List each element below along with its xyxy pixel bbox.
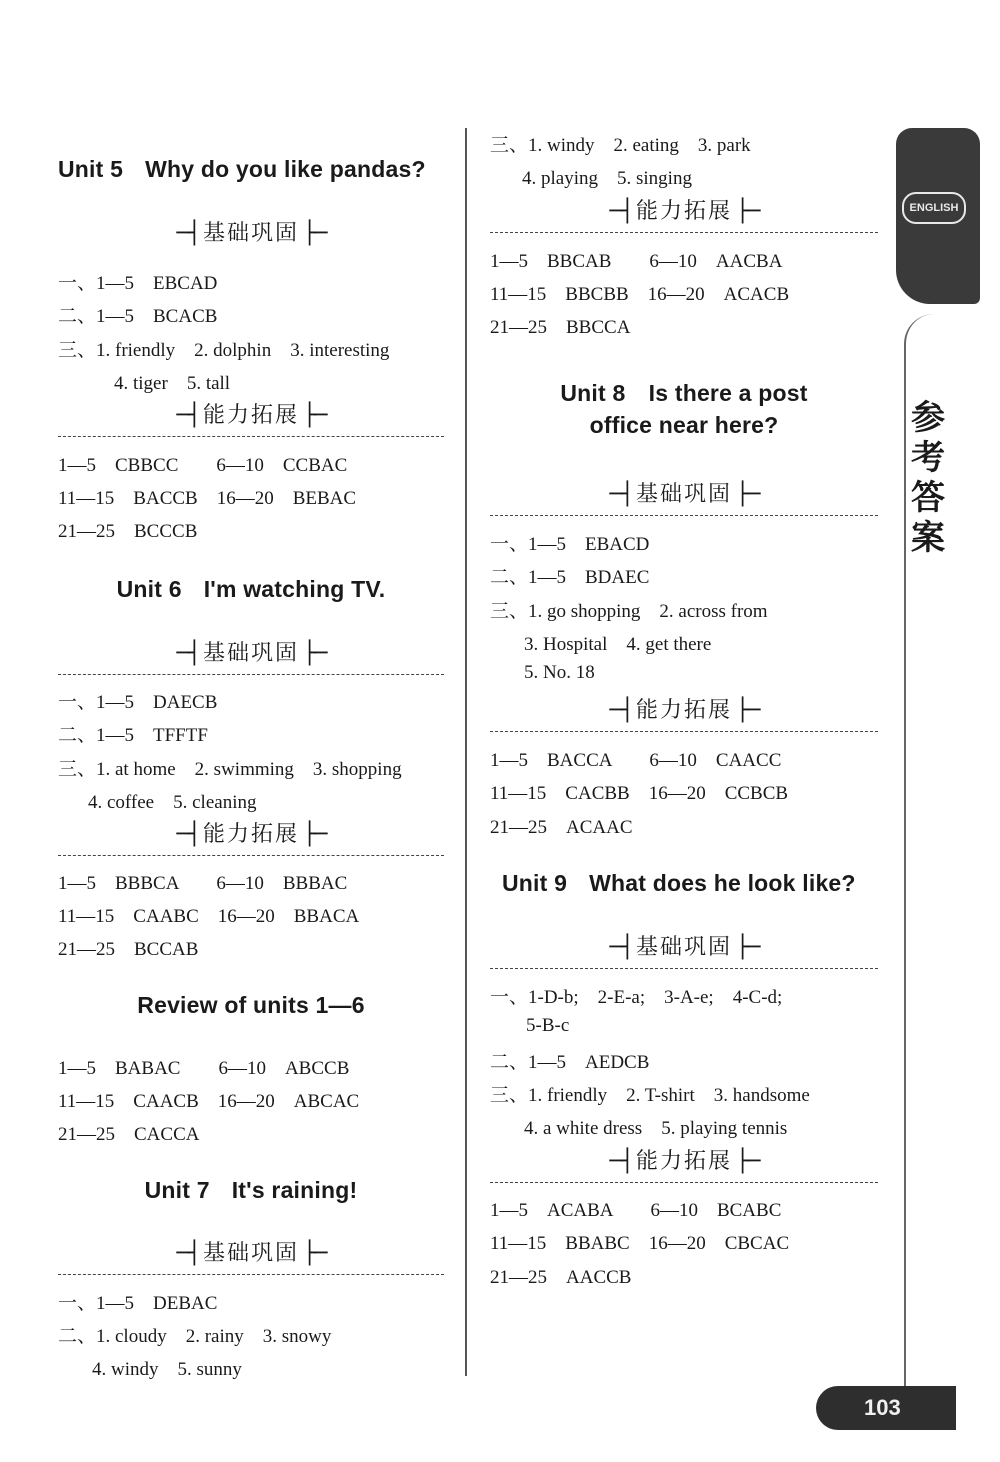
side-tab bbox=[896, 128, 982, 1418]
unit9-name: What does he look like? bbox=[589, 870, 856, 896]
answer-line: 11—15 CACBB 16—20 CCBCB bbox=[490, 783, 789, 804]
answer-line: 三、1. at home 2. swimming 3. shopping bbox=[58, 759, 402, 780]
answer-line: 21—25 AACCB bbox=[490, 1267, 632, 1288]
unit5-number: Unit 5 bbox=[58, 156, 124, 182]
column-divider bbox=[465, 128, 467, 1376]
answer-line: 1—5 ACABA 6—10 BCABC bbox=[490, 1200, 782, 1221]
unit8-basic-header: ─┤ 基础巩固 ├─ bbox=[490, 477, 878, 511]
answer-line: 1—5 BABAC 6—10 ABCCB bbox=[58, 1058, 350, 1079]
answer-line: 4. playing 5. singing bbox=[522, 168, 692, 189]
answer-line: 11—15 BACCB 16—20 BEBAC bbox=[58, 488, 357, 509]
answer-line: 二、1. cloudy 2. rainy 3. snowy bbox=[58, 1326, 332, 1347]
unit9-extend-header: ─┤ 能力拓展 ├─ bbox=[490, 1144, 878, 1178]
unit6-number: Unit 6 bbox=[116, 576, 182, 602]
unit8-extend-header: ─┤ 能力拓展 ├─ bbox=[490, 693, 878, 727]
unit9-title bbox=[502, 870, 890, 897]
answer-line: 二、1—5 BDAEC bbox=[490, 567, 650, 588]
unit6-extend-header: ─┤ 能力拓展 ├─ bbox=[58, 817, 444, 851]
unit9-basic-header: ─┤ 基础巩固 ├─ bbox=[490, 930, 878, 964]
unit9-number: Unit 9 bbox=[502, 870, 568, 896]
unit7-basic-header: ─┤ 基础巩固 ├─ bbox=[58, 1236, 444, 1270]
answer-line: 1—5 BBBCA 6—10 BBBAC bbox=[58, 873, 348, 894]
answer-line: 二、1—5 TFFTF bbox=[58, 725, 208, 746]
unit5-extend-header: ─┤ 能力拓展 ├─ bbox=[58, 398, 444, 432]
answer-line: 1—5 BBCAB 6—10 AACBA bbox=[490, 251, 783, 272]
unit7-number: Unit 7 bbox=[144, 1177, 210, 1203]
unit5-basic-header: ─┤ 基础巩固 ├─ bbox=[58, 216, 444, 250]
answer-line: 一、1—5 EBCAD bbox=[58, 273, 218, 294]
answer-line: 二、1—5 AEDCB bbox=[490, 1052, 650, 1073]
answer-line: 5. No. 18 bbox=[524, 662, 595, 683]
answer-line: 21—25 BCCAB bbox=[58, 939, 199, 960]
unit5-title bbox=[58, 156, 444, 183]
answer-line: 1—5 CBBCC 6—10 CCBAC bbox=[58, 455, 348, 476]
answer-line: 11—15 BBCBB 16—20 ACACB bbox=[490, 284, 790, 305]
unit7-name: It's raining! bbox=[231, 1177, 358, 1203]
answer-line: 21—25 ACAAC bbox=[490, 817, 633, 838]
answer-line: 一、1-D-b; 2-E-a; 3-A-e; 4-C-d; bbox=[490, 987, 783, 1008]
answer-line: 一、1—5 EBACD bbox=[490, 534, 650, 555]
answer-line: 三、1. friendly 2. dolphin 3. interesting bbox=[58, 340, 390, 361]
unit5-name: Why do you like pandas? bbox=[145, 156, 426, 182]
answer-line: 4. coffee 5. cleaning bbox=[88, 792, 257, 813]
answer-line: 三、1. go shopping 2. across from bbox=[490, 601, 768, 622]
unit8-title-line2: office near here? bbox=[589, 412, 779, 438]
page-number: 103 bbox=[816, 1386, 956, 1430]
answer-line: 4. a white dress 5. playing tennis bbox=[524, 1118, 788, 1139]
answer-line: 11—15 CAABC 16—20 BBACA bbox=[58, 906, 360, 927]
answer-line: 5-B-c bbox=[526, 1015, 570, 1036]
unit6-title bbox=[58, 576, 444, 603]
unit6-basic-header: ─┤ 基础巩固 ├─ bbox=[58, 636, 444, 670]
answer-line: 11—15 BBABC 16—20 CBCAC bbox=[490, 1233, 790, 1254]
answer-line: 21—25 BBCCA bbox=[490, 317, 631, 338]
answer-line: 1—5 BACCA 6—10 CAACC bbox=[490, 750, 782, 771]
answer-line: 21—25 BCCCB bbox=[58, 521, 198, 542]
answer-line: 二、1—5 BCACB bbox=[58, 306, 218, 327]
unit6-name: I'm watching TV. bbox=[203, 576, 386, 602]
side-tab-label: 参 考 答 案 bbox=[911, 398, 945, 558]
review-title: Review of units 1—6 bbox=[137, 992, 365, 1018]
answer-line: 11—15 CAACB 16—20 ABCAC bbox=[58, 1091, 360, 1112]
answer-line: 三、1. friendly 2. T-shirt 3. handsome bbox=[490, 1085, 810, 1106]
side-tab-header bbox=[896, 128, 980, 304]
answer-line: 21—25 CACCA bbox=[58, 1124, 200, 1145]
answer-line: 3. Hospital 4. get there bbox=[524, 634, 712, 655]
publisher-logo: ENGLISH bbox=[902, 192, 966, 224]
unit7-extend-header: ─┤ 能力拓展 ├─ bbox=[490, 194, 878, 228]
answer-line: 一、1—5 DEBAC bbox=[58, 1293, 218, 1314]
unit8-title-line1: Unit 8 Is there a post bbox=[560, 380, 808, 406]
answer-line: 4. tiger 5. tall bbox=[114, 373, 231, 394]
unit7-title bbox=[58, 1177, 444, 1204]
answer-line: 三、1. windy 2. eating 3. park bbox=[490, 135, 751, 156]
answer-line: 4. windy 5. sunny bbox=[92, 1359, 242, 1380]
answer-line: 一、1—5 DAECB bbox=[58, 692, 218, 713]
